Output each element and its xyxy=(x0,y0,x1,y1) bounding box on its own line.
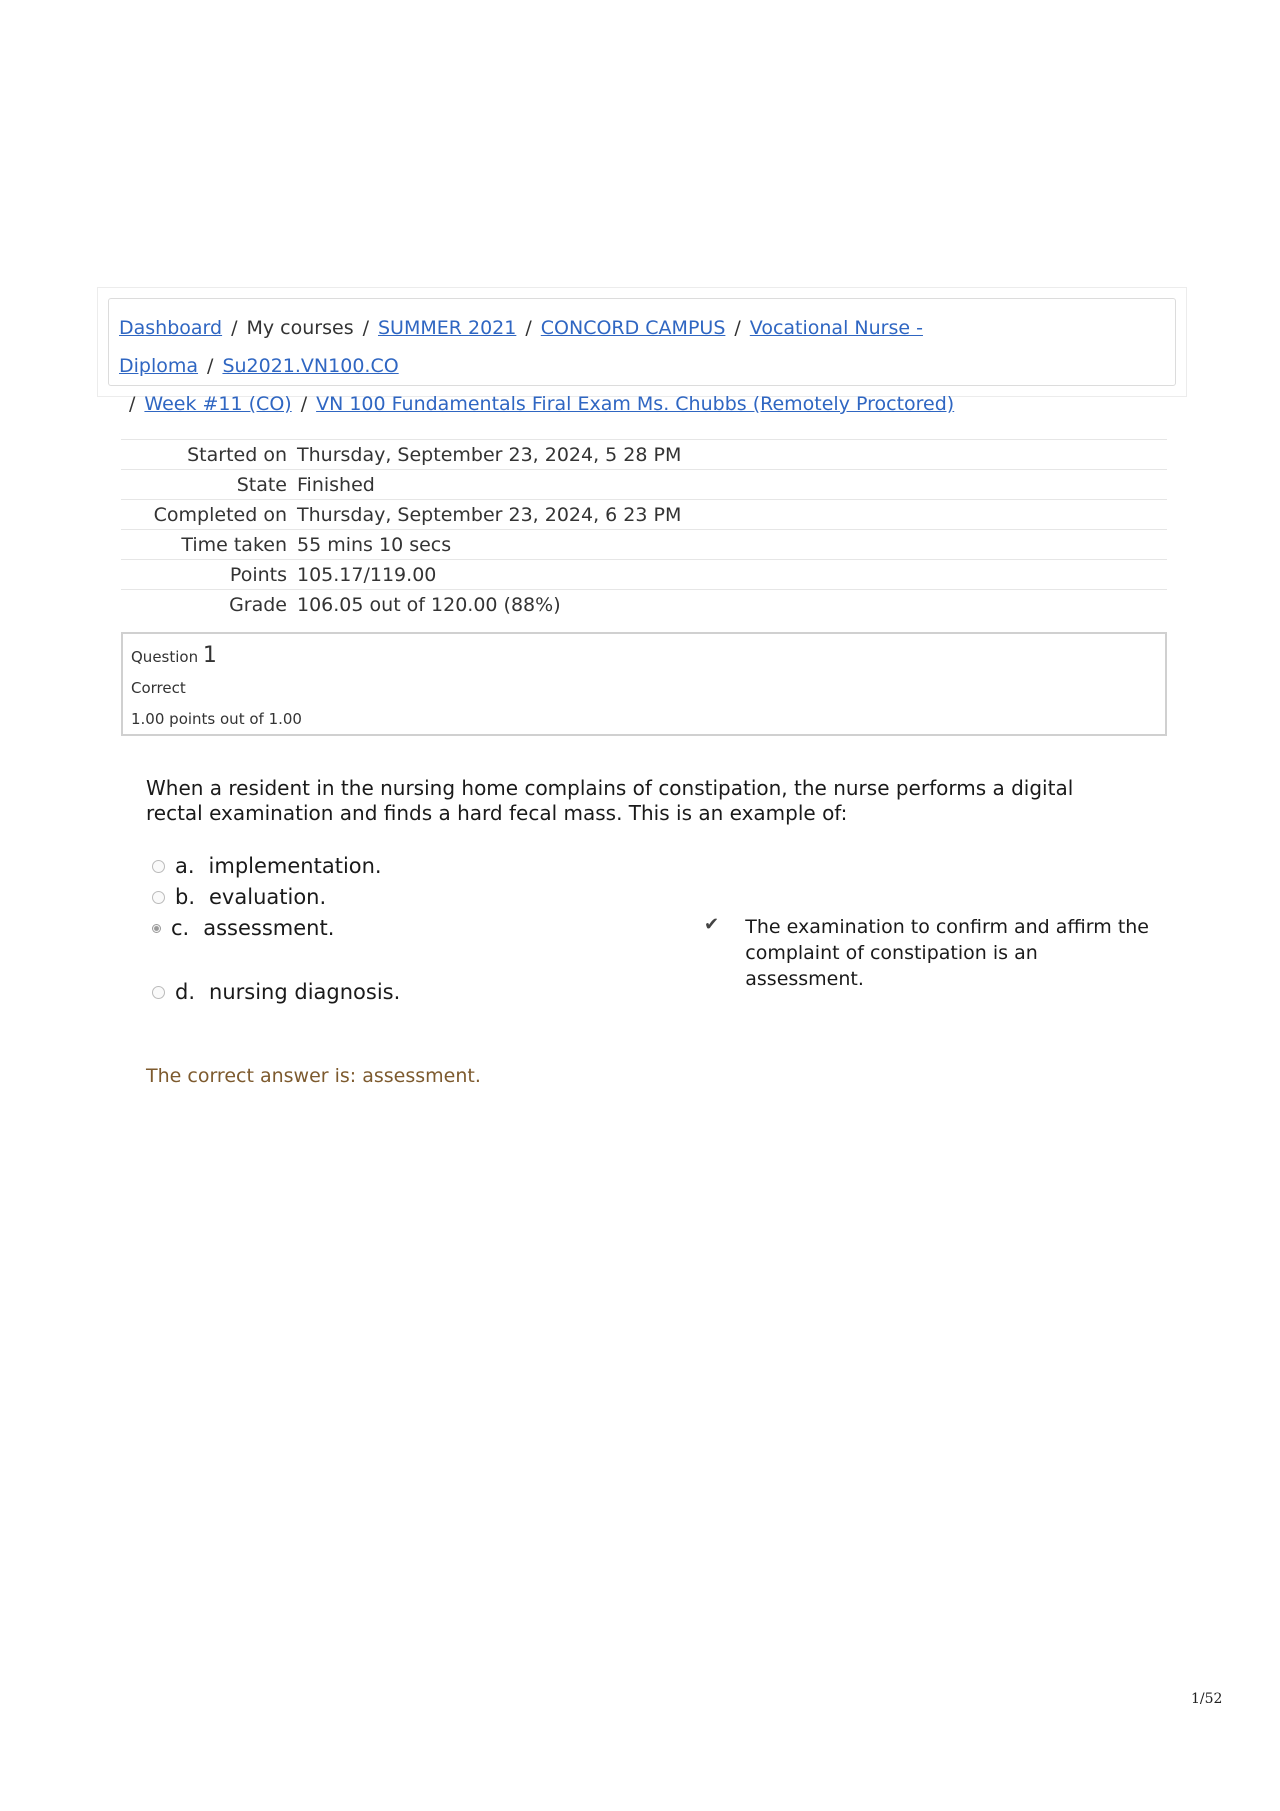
breadcrumb-week-11[interactable]: Week #11 (CO) xyxy=(144,393,292,415)
check-icon: ✔ xyxy=(704,914,720,935)
option-a-text: implementation. xyxy=(208,854,382,878)
breadcrumb-separator: / xyxy=(362,317,369,339)
state-label: State xyxy=(236,473,287,496)
question-text: When a resident in the nursing home complains of constipation, the nurse performs a digital rectal examination and finds a hard fecal mass. This is an example of: xyxy=(146,776,1074,825)
question-number-value: 1 xyxy=(202,643,217,668)
breadcrumb-dashboard[interactable]: Dashboard xyxy=(119,317,223,339)
option-b[interactable] xyxy=(152,885,326,909)
option-c[interactable] xyxy=(152,916,334,940)
option-b-letter: b. xyxy=(175,885,196,909)
option-d-letter: d. xyxy=(175,980,196,1004)
completed-on-value: Thursday, September 23, 2024, 6 23 PM xyxy=(297,503,682,526)
feedback-line-1: The examination to confirm and affirm the xyxy=(745,916,1149,938)
summary-row-time xyxy=(121,529,1167,559)
question-number xyxy=(131,640,1157,673)
breadcrumb-line-1 xyxy=(119,309,1175,385)
time-taken-value: 55 mins 10 secs xyxy=(297,533,452,556)
completed-on-label: Completed on xyxy=(153,503,287,526)
grade-label: Grade xyxy=(229,593,287,616)
time-taken-label: Time taken xyxy=(181,533,287,556)
summary-row-started xyxy=(121,439,1167,469)
started-on-label: Started on xyxy=(187,443,287,466)
option-c-letter: c. xyxy=(171,916,190,940)
page-number: 1/52 xyxy=(1191,1691,1223,1707)
correct-answer-text: The correct answer is: assessment. xyxy=(146,1065,481,1087)
option-a-radio[interactable] xyxy=(152,860,165,873)
breadcrumb-separator: / xyxy=(525,317,532,339)
breadcrumb-separator: / xyxy=(734,317,741,339)
breadcrumb-separator: / xyxy=(129,393,136,415)
question-status: Correct xyxy=(131,679,186,697)
breadcrumb-concord-campus[interactable]: CONCORD CAMPUS xyxy=(540,317,726,339)
points-value: 105.17/119.00 xyxy=(297,563,437,586)
option-d-text: nursing diagnosis. xyxy=(209,980,401,1004)
option-a-letter: a. xyxy=(175,854,195,878)
option-feedback xyxy=(704,914,1152,992)
summary-row-points xyxy=(121,559,1167,589)
grade-value: 106.05 out of 120.00 (88%) xyxy=(297,593,561,616)
breadcrumb-final-exam[interactable]: VN 100 Fundamentals Firаl Exam Ms. Chubbs (Remotely Proctored) xyxy=(316,393,955,415)
breadcrumb-course-code[interactable]: Su2021.VN100.CO xyxy=(222,355,399,377)
summary-row-grade xyxy=(121,589,1167,619)
option-c-radio-selected[interactable] xyxy=(152,924,161,933)
feedback-text xyxy=(745,914,1152,992)
question-marks: 1.00 points out of 1.00 xyxy=(131,710,302,728)
option-b-text: evaluation. xyxy=(209,885,327,909)
breadcrumb-separator: / xyxy=(231,317,238,339)
started-on-value: Thursday, September 23, 2024, 5 28 PM xyxy=(297,443,682,466)
breadcrumb-separator: / xyxy=(300,393,308,415)
state-value: Finished xyxy=(297,473,375,496)
feedback-line-2: complaint of constipation is an assessment. xyxy=(745,942,1038,990)
points-label: Points xyxy=(229,563,287,586)
question-info-box xyxy=(121,632,1167,736)
question-number-label: Question xyxy=(131,648,199,666)
breadcrumb-my-courses: My courses xyxy=(246,317,354,339)
breadcrumb-separator: / xyxy=(207,355,214,377)
breadcrumb-summer-2021[interactable]: SUMMER 2021 xyxy=(378,317,517,339)
option-a[interactable] xyxy=(152,854,382,878)
option-d[interactable] xyxy=(152,980,400,1004)
summary-row-state xyxy=(121,469,1167,499)
attempt-summary-table xyxy=(121,439,1167,619)
summary-row-completed xyxy=(121,499,1167,529)
breadcrumb xyxy=(108,298,1176,415)
breadcrumb-vocational-nurse[interactable]: Vocational Nurse - Diploma xyxy=(119,317,923,377)
option-b-radio[interactable] xyxy=(152,891,165,904)
option-d-radio[interactable] xyxy=(152,986,165,999)
breadcrumb-line-2 xyxy=(119,385,1175,423)
option-c-text: assessment. xyxy=(203,916,335,940)
breadcrumb-container xyxy=(97,287,1187,415)
